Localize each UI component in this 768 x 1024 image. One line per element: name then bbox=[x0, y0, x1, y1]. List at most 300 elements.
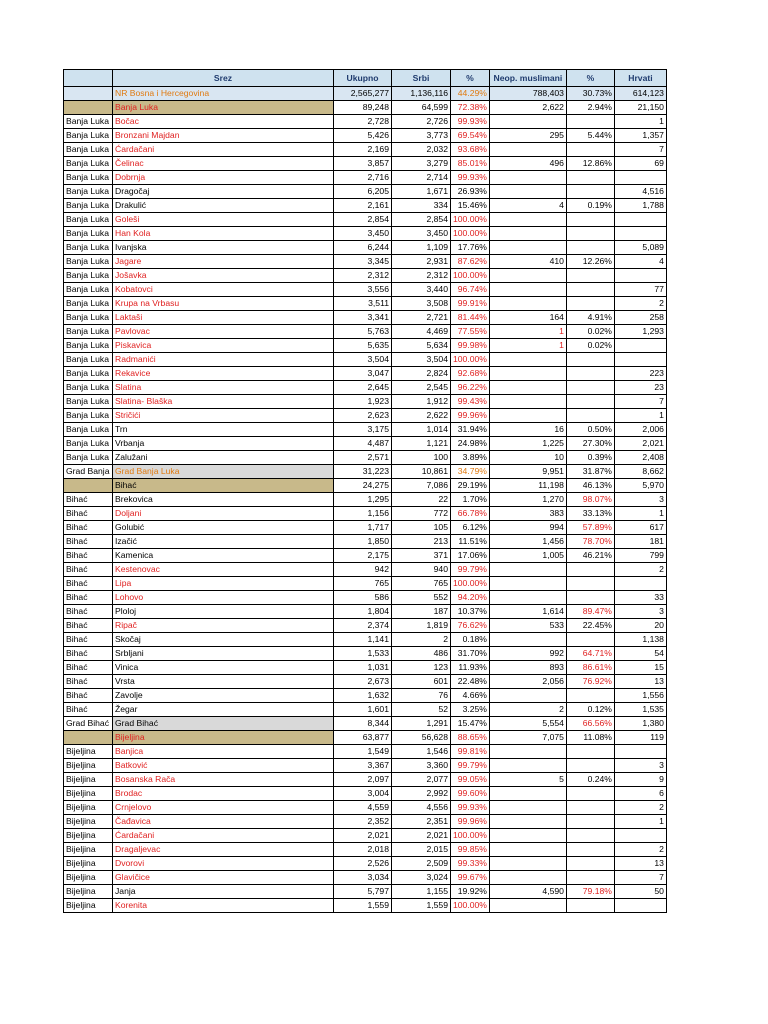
serbs-cell: 3,773 bbox=[392, 129, 451, 143]
total-cell: 2,169 bbox=[334, 143, 392, 157]
serbs-percent-cell: 99.98% bbox=[451, 339, 490, 353]
serbs-percent-cell: 99.96% bbox=[451, 409, 490, 423]
municipality-cell: Radmanići bbox=[113, 353, 334, 367]
municipality-cell: Bronzani Majdan bbox=[113, 129, 334, 143]
serbs-cell: 2,077 bbox=[392, 773, 451, 787]
muslims-cell bbox=[489, 227, 566, 241]
muslims-cell bbox=[489, 409, 566, 423]
croats-cell: 7 bbox=[614, 871, 666, 885]
serbs-percent-cell: 99.79% bbox=[451, 563, 490, 577]
serbs-cell: 1,671 bbox=[392, 185, 451, 199]
municipality-cell: Čađavica bbox=[113, 815, 334, 829]
total-cell: 4,487 bbox=[334, 437, 392, 451]
total-cell: 1,141 bbox=[334, 633, 392, 647]
serbs-percent-cell: 92.68% bbox=[451, 367, 490, 381]
region-cell: Bihać bbox=[64, 619, 113, 633]
region-cell: Banja Luka bbox=[64, 171, 113, 185]
serbs-cell: 2,824 bbox=[392, 367, 451, 381]
serbs-percent-cell: 99.60% bbox=[451, 787, 490, 801]
table-row bbox=[64, 577, 667, 591]
croats-cell: 54 bbox=[614, 647, 666, 661]
muslims-cell: 1,225 bbox=[489, 437, 566, 451]
region-cell: Banja Luka bbox=[64, 409, 113, 423]
croats-cell: 614,123 bbox=[614, 87, 666, 101]
total-cell: 2,565,277 bbox=[334, 87, 392, 101]
municipality-cell: Ripač bbox=[113, 619, 334, 633]
croats-cell: 5,970 bbox=[614, 479, 666, 493]
muslims-percent-cell: 89.47% bbox=[566, 605, 614, 619]
serbs-cell: 1,559 bbox=[392, 899, 451, 913]
region-cell: Bijeljina bbox=[64, 815, 113, 829]
serbs-percent-cell: 99.93% bbox=[451, 115, 490, 129]
serbs-cell: 213 bbox=[392, 535, 451, 549]
croats-cell: 1,556 bbox=[614, 689, 666, 703]
muslims-percent-cell bbox=[566, 297, 614, 311]
serbs-cell: 2,545 bbox=[392, 381, 451, 395]
table-row bbox=[64, 297, 667, 311]
total-cell: 3,450 bbox=[334, 227, 392, 241]
municipality-cell: Izačić bbox=[113, 535, 334, 549]
region-cell: Bihać bbox=[64, 647, 113, 661]
muslims-percent-cell bbox=[566, 171, 614, 185]
serbs-cell: 2 bbox=[392, 633, 451, 647]
croats-cell: 23 bbox=[614, 381, 666, 395]
serbs-cell: 22 bbox=[392, 493, 451, 507]
croats-cell: 3 bbox=[614, 759, 666, 773]
muslims-percent-cell bbox=[566, 577, 614, 591]
serbs-percent-cell: 34.79% bbox=[451, 465, 490, 479]
region-cell: Banja Luka bbox=[64, 451, 113, 465]
total-cell: 1,923 bbox=[334, 395, 392, 409]
srez-row bbox=[64, 479, 667, 493]
serbs-cell: 56,628 bbox=[392, 731, 451, 745]
serbs-cell: 2,351 bbox=[392, 815, 451, 829]
muslims-percent-cell bbox=[566, 745, 614, 759]
table-row bbox=[64, 801, 667, 815]
serbs-cell: 1,546 bbox=[392, 745, 451, 759]
muslims-percent-cell: 12.26% bbox=[566, 255, 614, 269]
region-cell: Bijeljina bbox=[64, 885, 113, 899]
serbs-percent-cell: 96.22% bbox=[451, 381, 490, 395]
croats-cell: 8,662 bbox=[614, 465, 666, 479]
serbs-percent-cell: 99.96% bbox=[451, 815, 490, 829]
croats-cell: 1,380 bbox=[614, 717, 666, 731]
muslims-percent-cell: 0.02% bbox=[566, 339, 614, 353]
muslims-cell: 2,056 bbox=[489, 675, 566, 689]
region-cell: Bihać bbox=[64, 521, 113, 535]
croats-cell: 2,006 bbox=[614, 423, 666, 437]
region-cell: Bihać bbox=[64, 661, 113, 675]
serbs-cell: 7,086 bbox=[392, 479, 451, 493]
municipality-cell: Pavlovac bbox=[113, 325, 334, 339]
region-cell: Bijeljina bbox=[64, 773, 113, 787]
croats-cell: 1 bbox=[614, 815, 666, 829]
table-row bbox=[64, 745, 667, 759]
serbs-percent-cell: 96.74% bbox=[451, 283, 490, 297]
region-cell: Banja Luka bbox=[64, 199, 113, 213]
croats-cell bbox=[614, 339, 666, 353]
muslims-cell: 1 bbox=[489, 325, 566, 339]
serbs-cell: 1,121 bbox=[392, 437, 451, 451]
serbs-cell: 2,312 bbox=[392, 269, 451, 283]
croats-cell: 21,150 bbox=[614, 101, 666, 115]
total-cell: 3,367 bbox=[334, 759, 392, 773]
total-row bbox=[64, 87, 667, 101]
muslims-cell bbox=[489, 367, 566, 381]
muslims-percent-cell bbox=[566, 857, 614, 871]
croats-cell: 2 bbox=[614, 563, 666, 577]
region-cell: Bihać bbox=[64, 493, 113, 507]
muslims-percent-cell: 0.02% bbox=[566, 325, 614, 339]
serbs-percent-cell: 31.70% bbox=[451, 647, 490, 661]
serbs-cell: 3,360 bbox=[392, 759, 451, 773]
muslims-cell bbox=[489, 787, 566, 801]
municipality-cell: Batković bbox=[113, 759, 334, 773]
muslims-percent-cell: 27.30% bbox=[566, 437, 614, 451]
total-cell: 6,205 bbox=[334, 185, 392, 199]
table-row bbox=[64, 381, 667, 395]
croats-cell: 2,021 bbox=[614, 437, 666, 451]
serbs-percent-cell: 99.81% bbox=[451, 745, 490, 759]
srez-row bbox=[64, 731, 667, 745]
croats-cell: 1,293 bbox=[614, 325, 666, 339]
region-cell: Banja Luka bbox=[64, 381, 113, 395]
serbs-percent-cell: 0.18% bbox=[451, 633, 490, 647]
total-cell: 2,161 bbox=[334, 199, 392, 213]
muslims-percent-cell: 79.18% bbox=[566, 885, 614, 899]
muslims-percent-cell: 12.86% bbox=[566, 157, 614, 171]
croats-cell: 223 bbox=[614, 367, 666, 381]
region-cell: Grad Bihać bbox=[64, 717, 113, 731]
muslims-percent-cell bbox=[566, 213, 614, 227]
table-row bbox=[64, 843, 667, 857]
region-cell: Banja Luka bbox=[64, 115, 113, 129]
region-cell: Banja Luka bbox=[64, 339, 113, 353]
municipality-cell: Žegar bbox=[113, 703, 334, 717]
region-cell: Banja Luka bbox=[64, 269, 113, 283]
muslims-cell bbox=[489, 689, 566, 703]
total-cell: 2,645 bbox=[334, 381, 392, 395]
table-row bbox=[64, 829, 667, 843]
municipality-cell: Dragaljevac bbox=[113, 843, 334, 857]
muslims-percent-cell: 31.87% bbox=[566, 465, 614, 479]
serbs-cell: 2,714 bbox=[392, 171, 451, 185]
serbs-percent-cell: 66.78% bbox=[451, 507, 490, 521]
municipality-cell: Srbljani bbox=[113, 647, 334, 661]
table-row bbox=[64, 857, 667, 871]
region-cell: Banja Luka bbox=[64, 297, 113, 311]
croats-cell: 1 bbox=[614, 115, 666, 129]
muslims-percent-cell: 98.07% bbox=[566, 493, 614, 507]
total-cell: 3,034 bbox=[334, 871, 392, 885]
serbs-percent-cell: 15.47% bbox=[451, 717, 490, 731]
muslims-cell bbox=[489, 353, 566, 367]
region-cell: Bijeljina bbox=[64, 787, 113, 801]
muslims-percent-cell: 4.91% bbox=[566, 311, 614, 325]
region-cell: Grad Banja bbox=[64, 465, 113, 479]
croats-cell: 69 bbox=[614, 157, 666, 171]
table-row bbox=[64, 759, 667, 773]
total-cell: 63,877 bbox=[334, 731, 392, 745]
muslims-percent-cell bbox=[566, 801, 614, 815]
region-cell: Bijeljina bbox=[64, 759, 113, 773]
serbs-percent-cell: 99.93% bbox=[451, 801, 490, 815]
municipality-cell: Bočac bbox=[113, 115, 334, 129]
region-cell: Bihać bbox=[64, 507, 113, 521]
serbs-cell: 772 bbox=[392, 507, 451, 521]
croats-cell: 2 bbox=[614, 297, 666, 311]
municipality-cell: Čelinac bbox=[113, 157, 334, 171]
croats-cell bbox=[614, 745, 666, 759]
muslims-cell: 295 bbox=[489, 129, 566, 143]
serbs-cell: 1,819 bbox=[392, 619, 451, 633]
municipality-cell: Brekovica bbox=[113, 493, 334, 507]
total-cell: 2,352 bbox=[334, 815, 392, 829]
serbs-cell: 5,634 bbox=[392, 339, 451, 353]
muslims-cell: 410 bbox=[489, 255, 566, 269]
muslims-cell: 2,622 bbox=[489, 101, 566, 115]
serbs-percent-cell: 10.37% bbox=[451, 605, 490, 619]
serbs-percent-cell: 3.25% bbox=[451, 703, 490, 717]
header-cell: Hrvati bbox=[614, 70, 666, 87]
table-row bbox=[64, 507, 667, 521]
table-row bbox=[64, 535, 667, 549]
muslims-cell bbox=[489, 241, 566, 255]
muslims-percent-cell bbox=[566, 185, 614, 199]
serbs-percent-cell: 99.79% bbox=[451, 759, 490, 773]
muslims-percent-cell bbox=[566, 871, 614, 885]
muslims-percent-cell: 76.92% bbox=[566, 675, 614, 689]
region-cell: Bijeljina bbox=[64, 843, 113, 857]
municipality-cell: Skočaj bbox=[113, 633, 334, 647]
muslims-cell: 164 bbox=[489, 311, 566, 325]
serbs-percent-cell: 11.51% bbox=[451, 535, 490, 549]
table-row bbox=[64, 115, 667, 129]
serbs-cell: 2,021 bbox=[392, 829, 451, 843]
muslims-percent-cell bbox=[566, 269, 614, 283]
serbs-percent-cell: 17.76% bbox=[451, 241, 490, 255]
croats-cell: 50 bbox=[614, 885, 666, 899]
region-cell: Banja Luka bbox=[64, 367, 113, 381]
table-row bbox=[64, 633, 667, 647]
table-row bbox=[64, 143, 667, 157]
serbs-cell: 2,726 bbox=[392, 115, 451, 129]
croats-cell: 799 bbox=[614, 549, 666, 563]
total-cell: 2,097 bbox=[334, 773, 392, 787]
total-cell: 2,673 bbox=[334, 675, 392, 689]
croats-cell: 617 bbox=[614, 521, 666, 535]
serbs-cell: 3,440 bbox=[392, 283, 451, 297]
muslims-cell bbox=[489, 283, 566, 297]
total-cell: 2,021 bbox=[334, 829, 392, 843]
muslims-percent-cell: 30.73% bbox=[566, 87, 614, 101]
serbs-cell: 1,912 bbox=[392, 395, 451, 409]
region-cell: Banja Luka bbox=[64, 437, 113, 451]
table-row bbox=[64, 395, 667, 409]
municipality-cell: Dobrnja bbox=[113, 171, 334, 185]
serbs-percent-cell: 99.05% bbox=[451, 773, 490, 787]
serbs-percent-cell: 15.46% bbox=[451, 199, 490, 213]
municipality-cell: Ivanjska bbox=[113, 241, 334, 255]
table-row bbox=[64, 591, 667, 605]
table-row bbox=[64, 353, 667, 367]
region-cell: Bihać bbox=[64, 591, 113, 605]
region-cell: Banja Luka bbox=[64, 227, 113, 241]
muslims-percent-cell bbox=[566, 395, 614, 409]
muslims-percent-cell bbox=[566, 115, 614, 129]
croats-cell: 2 bbox=[614, 843, 666, 857]
total-cell: 1,717 bbox=[334, 521, 392, 535]
total-cell: 5,635 bbox=[334, 339, 392, 353]
muslims-percent-cell: 5.44% bbox=[566, 129, 614, 143]
total-cell: 765 bbox=[334, 577, 392, 591]
muslims-cell: 1 bbox=[489, 339, 566, 353]
serbs-percent-cell: 100.00% bbox=[451, 213, 490, 227]
croats-cell: 181 bbox=[614, 535, 666, 549]
serbs-cell: 3,508 bbox=[392, 297, 451, 311]
serbs-cell: 3,450 bbox=[392, 227, 451, 241]
croats-cell: 15 bbox=[614, 661, 666, 675]
muslims-cell bbox=[489, 829, 566, 843]
total-cell: 3,047 bbox=[334, 367, 392, 381]
muslims-percent-cell: 22.45% bbox=[566, 619, 614, 633]
table-row bbox=[64, 129, 667, 143]
serbs-cell: 76 bbox=[392, 689, 451, 703]
serbs-cell: 2,622 bbox=[392, 409, 451, 423]
table-row bbox=[64, 409, 667, 423]
croats-cell: 13 bbox=[614, 857, 666, 871]
muslims-cell bbox=[489, 185, 566, 199]
serbs-cell: 1,014 bbox=[392, 423, 451, 437]
muslims-cell: 7,075 bbox=[489, 731, 566, 745]
total-cell: 5,763 bbox=[334, 325, 392, 339]
muslims-cell: 383 bbox=[489, 507, 566, 521]
muslims-cell bbox=[489, 815, 566, 829]
municipality-cell: Kestenovac bbox=[113, 563, 334, 577]
croats-cell: 9 bbox=[614, 773, 666, 787]
header-cell: Srez bbox=[113, 70, 334, 87]
muslims-percent-cell: 0.39% bbox=[566, 451, 614, 465]
municipality-cell: Crnjelovo bbox=[113, 801, 334, 815]
serbs-cell: 1,109 bbox=[392, 241, 451, 255]
table-row bbox=[64, 899, 667, 913]
total-cell: 2,374 bbox=[334, 619, 392, 633]
croats-cell: 7 bbox=[614, 395, 666, 409]
region-cell bbox=[64, 731, 113, 745]
table-row bbox=[64, 871, 667, 885]
muslims-percent-cell bbox=[566, 787, 614, 801]
muslims-cell bbox=[489, 269, 566, 283]
municipality-cell: Jagare bbox=[113, 255, 334, 269]
croats-cell: 2 bbox=[614, 801, 666, 815]
census-table bbox=[63, 69, 667, 913]
muslims-percent-cell bbox=[566, 143, 614, 157]
serbs-cell: 552 bbox=[392, 591, 451, 605]
table-row bbox=[64, 787, 667, 801]
muslims-cell bbox=[489, 297, 566, 311]
municipality-cell: Krupa na Vrbasu bbox=[113, 297, 334, 311]
table-row bbox=[64, 157, 667, 171]
muslims-cell: 5 bbox=[489, 773, 566, 787]
croats-cell: 6 bbox=[614, 787, 666, 801]
table-row bbox=[64, 199, 667, 213]
serbs-cell: 601 bbox=[392, 675, 451, 689]
serbs-percent-cell: 99.91% bbox=[451, 297, 490, 311]
table-row bbox=[64, 549, 667, 563]
muslims-cell bbox=[489, 115, 566, 129]
municipality-cell: Doljani bbox=[113, 507, 334, 521]
municipality-cell: Grad Banja Luka bbox=[113, 465, 334, 479]
total-cell: 1,850 bbox=[334, 535, 392, 549]
muslims-percent-cell: 0.12% bbox=[566, 703, 614, 717]
table-row bbox=[64, 311, 667, 325]
total-cell: 24,275 bbox=[334, 479, 392, 493]
serbs-cell: 1,136,116 bbox=[392, 87, 451, 101]
region-cell: Banja Luka bbox=[64, 185, 113, 199]
muslims-cell bbox=[489, 857, 566, 871]
muslims-percent-cell: 0.24% bbox=[566, 773, 614, 787]
muslims-cell: 4,590 bbox=[489, 885, 566, 899]
region-cell: Banja Luka bbox=[64, 325, 113, 339]
table-row bbox=[64, 563, 667, 577]
total-cell: 1,559 bbox=[334, 899, 392, 913]
table-row bbox=[64, 703, 667, 717]
muslims-percent-cell bbox=[566, 353, 614, 367]
table-row bbox=[64, 269, 667, 283]
muslims-percent-cell: 46.13% bbox=[566, 479, 614, 493]
muslims-cell bbox=[489, 395, 566, 409]
total-cell: 1,295 bbox=[334, 493, 392, 507]
muslims-percent-cell: 64.71% bbox=[566, 647, 614, 661]
total-cell: 2,728 bbox=[334, 115, 392, 129]
total-cell: 5,426 bbox=[334, 129, 392, 143]
serbs-percent-cell: 99.93% bbox=[451, 171, 490, 185]
table-row bbox=[64, 241, 667, 255]
table-row bbox=[64, 689, 667, 703]
region-cell: Bijeljina bbox=[64, 801, 113, 815]
croats-cell: 3 bbox=[614, 493, 666, 507]
serbs-cell: 52 bbox=[392, 703, 451, 717]
region-cell: Bihać bbox=[64, 563, 113, 577]
muslims-cell: 10 bbox=[489, 451, 566, 465]
municipality-cell: Janja bbox=[113, 885, 334, 899]
total-cell: 1,804 bbox=[334, 605, 392, 619]
serbs-cell: 187 bbox=[392, 605, 451, 619]
muslims-cell: 788,403 bbox=[489, 87, 566, 101]
serbs-percent-cell: 69.54% bbox=[451, 129, 490, 143]
municipality-cell: Zalužani bbox=[113, 451, 334, 465]
total-cell: 942 bbox=[334, 563, 392, 577]
muslims-cell: 16 bbox=[489, 423, 566, 437]
croats-cell bbox=[614, 829, 666, 843]
table-row bbox=[64, 325, 667, 339]
region-cell: Banja Luka bbox=[64, 353, 113, 367]
municipality-cell: Stričići bbox=[113, 409, 334, 423]
croats-cell: 20 bbox=[614, 619, 666, 633]
serbs-percent-cell: 81.44% bbox=[451, 311, 490, 325]
serbs-cell: 123 bbox=[392, 661, 451, 675]
header-cell: Neop. muslimani bbox=[489, 70, 566, 87]
header-cell: % bbox=[451, 70, 490, 87]
croats-cell: 4 bbox=[614, 255, 666, 269]
table-row bbox=[64, 185, 667, 199]
header-cell bbox=[64, 70, 113, 87]
muslims-percent-cell bbox=[566, 367, 614, 381]
serbs-percent-cell: 3.89% bbox=[451, 451, 490, 465]
serbs-percent-cell: 17.06% bbox=[451, 549, 490, 563]
municipality-cell: Drakulić bbox=[113, 199, 334, 213]
serbs-percent-cell: 44.29% bbox=[451, 87, 490, 101]
